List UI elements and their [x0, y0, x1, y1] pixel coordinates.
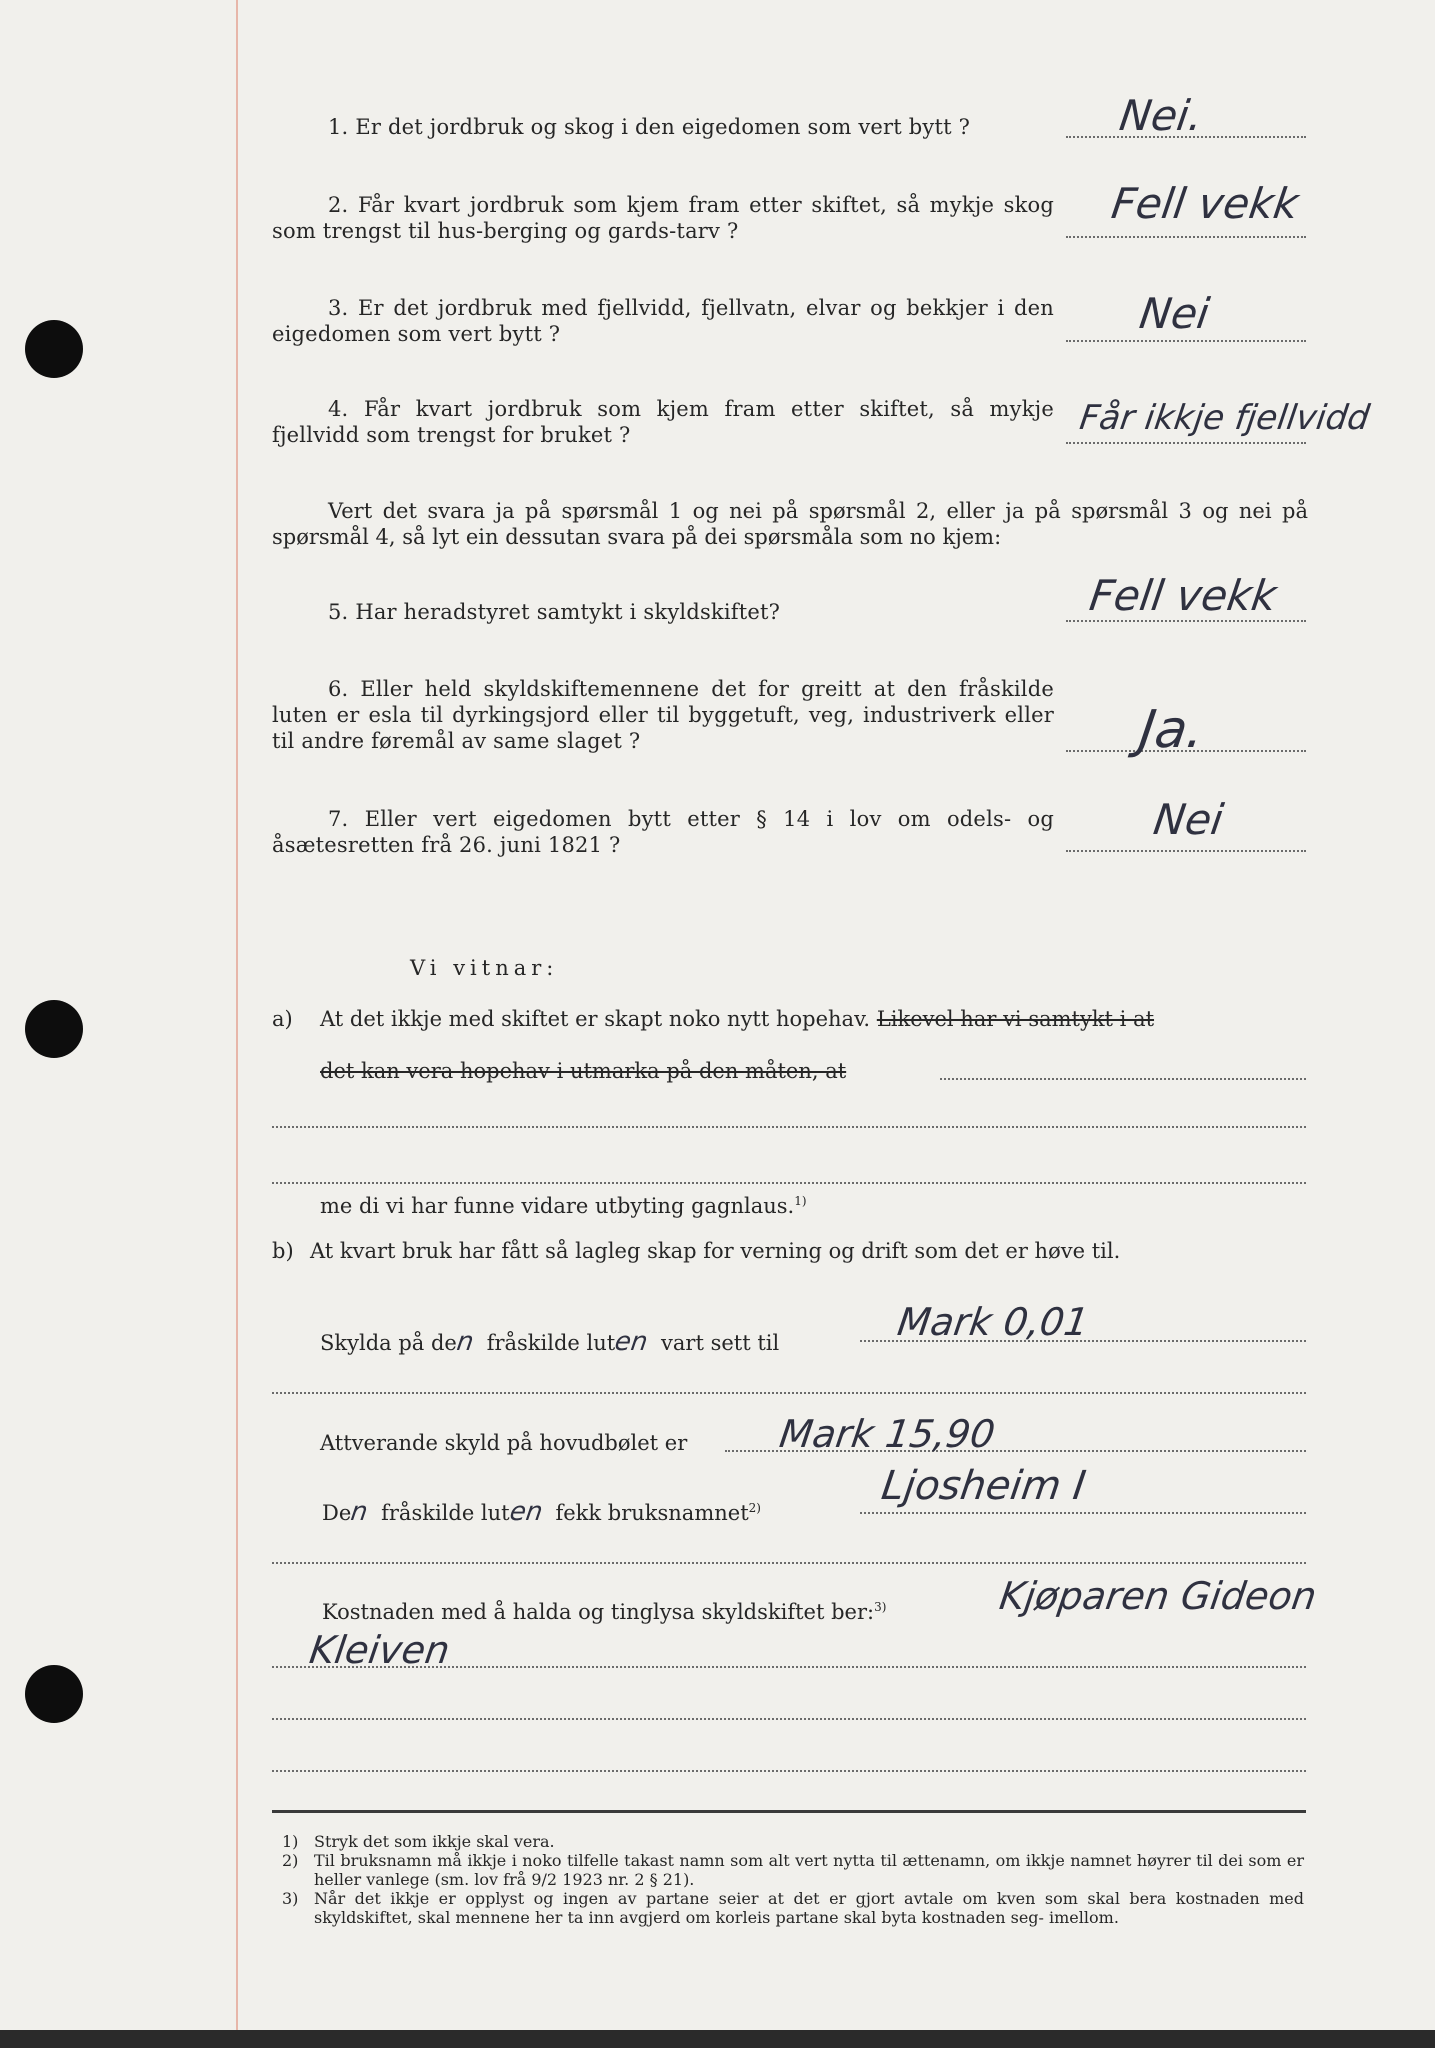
skylda-value: Mark 0,01 — [894, 1300, 1092, 1344]
question-3: 3. Er det jordbruk med fjellvidd, fjellvatn, elvar og bekkjer i den eigedomen som vert bytt ? — [272, 296, 1054, 346]
blank-line — [272, 1126, 1306, 1128]
footnotes — [282, 1832, 1304, 1927]
instruction-paragraph: Vert det svara ja på spørsmål 1 og nei på spørsmål 2, eller ja på spørsmål 3 og nei på spørsmål 4, så lyt ein dessutan svara på dei spørsmåla som no kjem: — [272, 499, 1308, 549]
bruksnamn-value: Ljosheim I — [878, 1463, 1089, 1509]
attverande-value: Mark 15,90 — [776, 1412, 998, 1456]
blank-line — [272, 1666, 1306, 1668]
scan-edge — [0, 2030, 1435, 2048]
answer-3: Nei — [1136, 289, 1213, 338]
blank-line — [272, 1562, 1306, 1564]
witness-b-label: b) — [272, 1239, 294, 1263]
answer-line-4 — [1066, 442, 1306, 444]
answer-2: Fell vekk — [1108, 179, 1302, 228]
witness-a-end: me di vi har funne vidare utbyting gagnlaus.$^{1)}$ — [320, 1194, 807, 1218]
punch-hole — [25, 1000, 83, 1058]
punch-hole — [25, 1665, 83, 1723]
punch-hole — [25, 320, 83, 378]
question-4: 4. Får kvart jordbruk som kjem fram etter skiftet, så mykje fjellvidd som trengst for bruket ? — [272, 397, 1054, 447]
bruksnamn-label: Den fråskilde luten fekk bruksnamnet$^{2)}$ — [322, 1497, 761, 1527]
answer-4: Får ikkje fjellvidd — [1077, 398, 1372, 438]
footnote-separator — [272, 1810, 1306, 1813]
witness-a-label: a) — [272, 1007, 293, 1031]
footnote-1: 1) Stryk det som ikkje skal vera. — [282, 1832, 555, 1851]
witness-a-line — [940, 1078, 1306, 1080]
question-6: 6. Eller held skyldskiftemennene det for greitt at den fråskilde luten er esla til dyrkingsjord eller til byggetuft, veg, industriverk eller til andre føremål av same slaget ? — [272, 677, 1054, 753]
blank-line — [272, 1718, 1306, 1720]
blank-line — [272, 1770, 1306, 1772]
margin-rule — [236, 0, 238, 2048]
kostnad-value-2: Kleiven — [306, 1628, 453, 1672]
skylda-field-label: Skylda på den fråskilde luten vart sett til — [320, 1327, 780, 1357]
kostnad-value-1: Kjøparen Gideon — [996, 1574, 1320, 1618]
footnote-3: 3) Når det ikkje er opplyst og ingen av partane seier at det er gjort avtale om kven som skal bera kostnaden med skyldskiftet, skal mennene her ta inn avgjerd om korleis partane skal byta kostnaden seg- imellom. — [282, 1889, 1304, 1927]
answer-7: Nei — [1150, 795, 1227, 844]
answer-line-2 — [1066, 236, 1306, 238]
answer-6: Ja. — [1135, 700, 1208, 760]
blank-line — [272, 1182, 1306, 1184]
attverande-label: Attverande skyld på hovudbølet er — [320, 1431, 688, 1455]
answer-line-3 — [1066, 340, 1306, 342]
witness-a-text: At det ikkje med skiftet er skapt noko nytt hopehav. Likevel har vi samtykt i at — [320, 1007, 1155, 1031]
answer-5: Fell vekk — [1086, 571, 1280, 620]
question-5: 5. Har heradstyret samtykt i skyldskiftet? — [328, 600, 781, 624]
witness-heading: Vi vitnar: — [410, 956, 559, 980]
witness-a-struck-1: Likevel har vi samtykt i at — [876, 1007, 1155, 1031]
question-2: 2. Får kvart jordbruk som kjem fram etter skiftet, så mykje skog som trengst til hus-berging og gards-tarv ? — [272, 193, 1054, 243]
witness-b-text: At kvart bruk har fått så lagleg skap for verning og drift som det er høve til. — [310, 1239, 1121, 1263]
footnote-2: 2) Til bruksnamn må ikkje i noko tilfelle takast namn som alt vert nytta til ættenamn, om ikkje namnet høyrer til dei som er heller vanlege (sm. lov frå 9/2 1923 nr. 2 § 21). — [282, 1851, 1304, 1889]
bruksnamn-line — [860, 1512, 1306, 1514]
question-1: 1. Er det jordbruk og skog i den eigedomen som vert bytt ? — [328, 115, 971, 139]
answer-line-7 — [1066, 850, 1306, 852]
question-7: 7. Eller vert eigedomen bytt etter § 14 i lov om odels- og åsætesretten frå 26. juni 1821 ? — [272, 807, 1054, 857]
answer-1: Nei. — [1116, 91, 1206, 140]
answer-line-5 — [1066, 620, 1306, 622]
blank-line — [272, 1392, 1306, 1394]
kostnad-label: Kostnaden med å halda og tinglysa skyldskiftet ber:$^{3)}$ — [322, 1600, 887, 1624]
witness-a-struck-2: det kan vera hopehav i utmarka på den måten, at — [320, 1059, 847, 1083]
